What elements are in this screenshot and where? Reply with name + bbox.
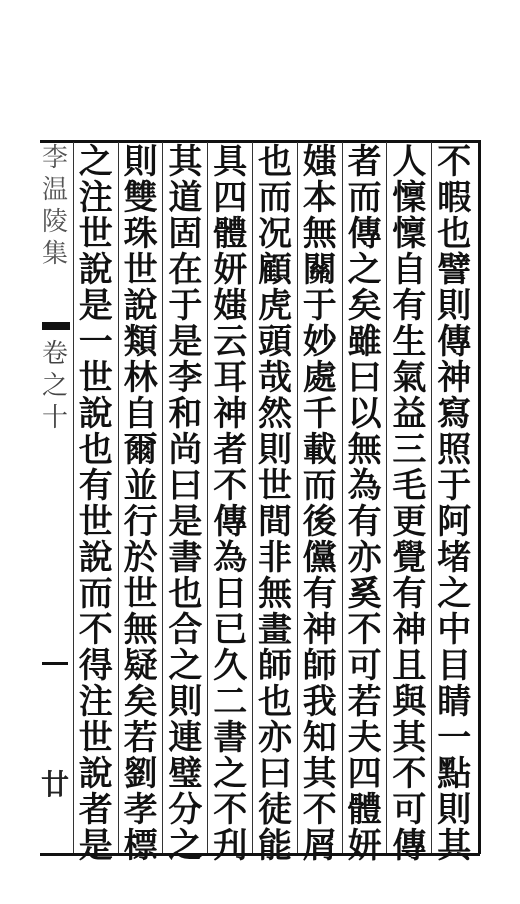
text-char: 也: [168, 574, 203, 614]
text-char: 為: [213, 538, 248, 578]
text-char: 阿: [437, 502, 472, 542]
text-char: 是: [168, 502, 203, 542]
text-char: 雖: [347, 322, 382, 362]
text-char: 有: [392, 574, 427, 614]
text-char: 不: [302, 790, 337, 830]
text-char: 之: [347, 250, 382, 290]
column-rule: [386, 142, 387, 853]
text-char: 毛: [392, 466, 427, 506]
text-char: 無: [347, 430, 382, 470]
text-char: 世: [78, 214, 113, 254]
text-char: 不: [347, 610, 382, 650]
margin-book-title: [40, 142, 70, 270]
text-column: [120, 142, 162, 866]
text-char: 徒: [258, 790, 292, 830]
text-char: 點: [437, 754, 472, 794]
text-char: 世: [123, 250, 158, 290]
text-char: 屑: [302, 826, 337, 866]
text-char: 無: [258, 574, 292, 614]
text-char: 曰: [258, 754, 292, 794]
text-char: 無: [302, 214, 337, 254]
text-char: 分: [168, 790, 203, 830]
text-char: 耳: [213, 358, 248, 398]
text-char: 四: [347, 754, 382, 794]
text-char: 其: [302, 754, 337, 794]
text-column: [164, 142, 206, 866]
text-column: [75, 142, 117, 866]
margin-title-char: 温: [41, 175, 68, 205]
margin-juan-char: 十: [41, 403, 68, 433]
margin-volume-label: [40, 338, 70, 434]
text-char: 可: [392, 790, 427, 830]
text-char: 自: [392, 250, 427, 290]
text-column: [344, 142, 386, 866]
text-char: 得: [78, 646, 113, 686]
text-char: 合: [168, 610, 203, 650]
text-char: 道: [168, 178, 203, 218]
text-char: 顧: [258, 250, 292, 290]
text-char: 載: [302, 430, 337, 470]
text-char: 媸: [213, 286, 248, 326]
text-char: 是: [78, 286, 113, 326]
text-char: 久: [213, 646, 248, 686]
text-char: 懍: [392, 178, 427, 218]
text-char: 為: [347, 466, 382, 506]
text-char: 注: [78, 178, 113, 218]
text-char: 無: [123, 610, 158, 650]
frame-right-line: [478, 140, 481, 854]
text-char: 而: [347, 178, 382, 218]
text-char: 益: [392, 394, 427, 434]
text-column: [433, 142, 475, 866]
text-char: 於: [123, 538, 158, 578]
text-char: 自: [123, 394, 158, 434]
text-char: 劉: [123, 754, 158, 794]
text-char: 在: [168, 250, 203, 290]
text-char: 堵: [437, 538, 472, 578]
text-column: [254, 142, 296, 866]
text-char: 而: [258, 178, 292, 218]
text-char: 儻: [302, 538, 337, 578]
text-char: 孝: [123, 790, 158, 830]
text-char: 其: [437, 826, 472, 866]
text-char: 媸: [302, 142, 337, 182]
text-char: 說: [78, 394, 113, 434]
text-char: 畫: [258, 610, 292, 650]
page-margin-strip: [40, 142, 70, 853]
text-char: 氣: [392, 358, 427, 398]
text-char: 世: [78, 358, 113, 398]
text-char: 則: [168, 682, 203, 722]
text-char: 于: [168, 286, 203, 326]
margin-juan-char: 之: [41, 371, 68, 401]
text-char: 則: [258, 430, 292, 470]
text-char: 師: [258, 646, 292, 686]
text-char: 爾: [123, 430, 158, 470]
text-char: 二: [213, 682, 248, 722]
text-char: 中: [437, 610, 472, 650]
text-char: 與: [392, 682, 427, 722]
text-char: 曰: [168, 466, 203, 506]
text-char: 妍: [347, 826, 382, 866]
text-char: 注: [78, 682, 113, 722]
text-char: 後: [302, 502, 337, 542]
column-rule: [73, 142, 74, 853]
text-char: 連: [168, 718, 203, 758]
text-char: 者: [78, 790, 113, 830]
text-char: 不: [392, 754, 427, 794]
text-char: 關: [302, 250, 337, 290]
text-char: 一: [78, 322, 113, 362]
text-char: 暇: [437, 178, 472, 218]
text-char: 傳: [392, 826, 427, 866]
text-char: 有: [302, 574, 337, 614]
column-rule: [431, 142, 432, 853]
text-char: 神: [302, 610, 337, 650]
text-char: 頭: [258, 322, 292, 362]
margin-title-char: 李: [41, 143, 68, 173]
text-char: 璧: [168, 754, 203, 794]
text-char: 而: [302, 466, 337, 506]
text-char: 世: [78, 718, 113, 758]
text-char: 人: [392, 142, 427, 182]
text-column: [299, 142, 341, 866]
text-char: 能: [258, 826, 292, 866]
column-rule: [297, 142, 298, 853]
text-char: 類: [123, 322, 158, 362]
text-column: [209, 142, 251, 866]
text-char: 世: [123, 574, 158, 614]
text-char: 有: [78, 466, 113, 506]
text-char: 我: [302, 682, 337, 722]
text-char: 虎: [258, 286, 292, 326]
text-char: 雙: [123, 178, 158, 218]
text-char: 尚: [168, 430, 203, 470]
column-rule: [118, 142, 119, 853]
text-char: 書: [168, 538, 203, 578]
text-char: 說: [123, 286, 158, 326]
text-char: 書: [213, 718, 248, 758]
text-char: 體: [213, 214, 248, 254]
text-char: 于: [302, 286, 337, 326]
text-char: 也: [78, 430, 113, 470]
text-char: 不: [437, 142, 472, 182]
text-char: 曰: [347, 358, 382, 398]
text-char: 處: [302, 358, 337, 398]
text-char: 珠: [123, 214, 158, 254]
text-char: 說: [78, 754, 113, 794]
text-char: 之: [78, 142, 113, 182]
text-char: 疑: [123, 646, 158, 686]
text-char: 說: [78, 250, 113, 290]
text-char: 則: [437, 286, 472, 326]
text-char: 哉: [258, 358, 292, 398]
text-char: 神: [392, 610, 427, 650]
text-char: 覺: [392, 538, 427, 578]
text-char: 千: [302, 394, 337, 434]
text-char: 和: [168, 394, 203, 434]
text-char: 且: [392, 646, 427, 686]
text-char: 更: [392, 502, 427, 542]
text-char: 日: [213, 574, 248, 614]
text-char: 世: [258, 466, 292, 506]
text-char: 傳: [347, 214, 382, 254]
text-char: 况: [258, 214, 292, 254]
text-char: 師: [302, 646, 337, 686]
margin-divider: [42, 662, 68, 665]
text-char: 生: [392, 322, 427, 362]
fish-tail-mark: [42, 322, 70, 330]
text-char: 譬: [437, 250, 472, 290]
text-char: 也: [258, 142, 292, 182]
text-char: 若: [123, 718, 158, 758]
column-rule: [342, 142, 343, 853]
text-char: 以: [347, 394, 382, 434]
text-char: 亦: [258, 718, 292, 758]
text-char: 奚: [347, 574, 382, 614]
text-char: 固: [168, 214, 203, 254]
text-char: 之: [437, 574, 472, 614]
text-char: 照: [437, 430, 472, 470]
text-char: 之: [168, 826, 203, 866]
text-char: 目: [437, 646, 472, 686]
column-rule: [207, 142, 208, 853]
text-char: 寫: [437, 394, 472, 434]
text-char: 也: [437, 214, 472, 254]
text-char: 說: [78, 538, 113, 578]
text-char: 傳: [437, 322, 472, 362]
text-char: 有: [347, 502, 382, 542]
text-char: 其: [168, 142, 203, 182]
text-column: [388, 142, 430, 866]
text-char: 間: [258, 502, 292, 542]
text-char: 者: [213, 430, 248, 470]
text-char: 是: [168, 322, 203, 362]
text-char: 標: [123, 826, 158, 866]
text-char: 于: [437, 466, 472, 506]
text-char: 具: [213, 142, 248, 182]
text-char: 四: [213, 178, 248, 218]
text-char: 已: [213, 610, 248, 650]
text-char: 並: [123, 466, 158, 506]
text-char: 體: [347, 790, 382, 830]
text-char: 矣: [123, 682, 158, 722]
text-char: 可: [347, 646, 382, 686]
column-rule: [252, 142, 253, 853]
text-char: 林: [123, 358, 158, 398]
column-rule: [162, 142, 163, 853]
text-char: 則: [123, 142, 158, 182]
text-char: 非: [258, 538, 292, 578]
text-char: 而: [78, 574, 113, 614]
margin-juan-char: 卷: [41, 339, 68, 369]
text-char: 若: [347, 682, 382, 722]
margin-title-char: 集: [41, 239, 68, 269]
text-char: 行: [123, 502, 158, 542]
text-char: 三: [392, 430, 427, 470]
text-char: 云: [213, 322, 248, 362]
margin-page-number: 廿: [40, 768, 69, 801]
text-char: 也: [258, 682, 292, 722]
text-char: 之: [213, 754, 248, 794]
text-char: 睛: [437, 682, 472, 722]
text-char: 其: [392, 718, 427, 758]
text-char: 妙: [302, 322, 337, 362]
text-char: 神: [437, 358, 472, 398]
text-char: 夫: [347, 718, 382, 758]
text-char: 懍: [392, 214, 427, 254]
text-char: 不: [78, 610, 113, 650]
text-char: 然: [258, 394, 292, 434]
text-char: 有: [392, 286, 427, 326]
text-char: 亦: [347, 538, 382, 578]
text-char: 是: [78, 826, 113, 866]
text-char: 知: [302, 718, 337, 758]
text-char: 一: [437, 718, 472, 758]
text-char: 妍: [213, 250, 248, 290]
text-char: 之: [168, 646, 203, 686]
text-char: 不: [213, 466, 248, 506]
text-char: 李: [168, 358, 203, 398]
margin-title-char: 陵: [41, 207, 68, 237]
text-char: 本: [302, 178, 337, 218]
text-char: 世: [78, 502, 113, 542]
text-char: 傳: [213, 502, 248, 542]
text-char: 矣: [347, 286, 382, 326]
text-char: 不: [213, 790, 248, 830]
text-char: 刋: [213, 826, 248, 866]
text-char: 者: [347, 142, 382, 182]
text-char: 神: [213, 394, 248, 434]
text-char: 則: [437, 790, 472, 830]
